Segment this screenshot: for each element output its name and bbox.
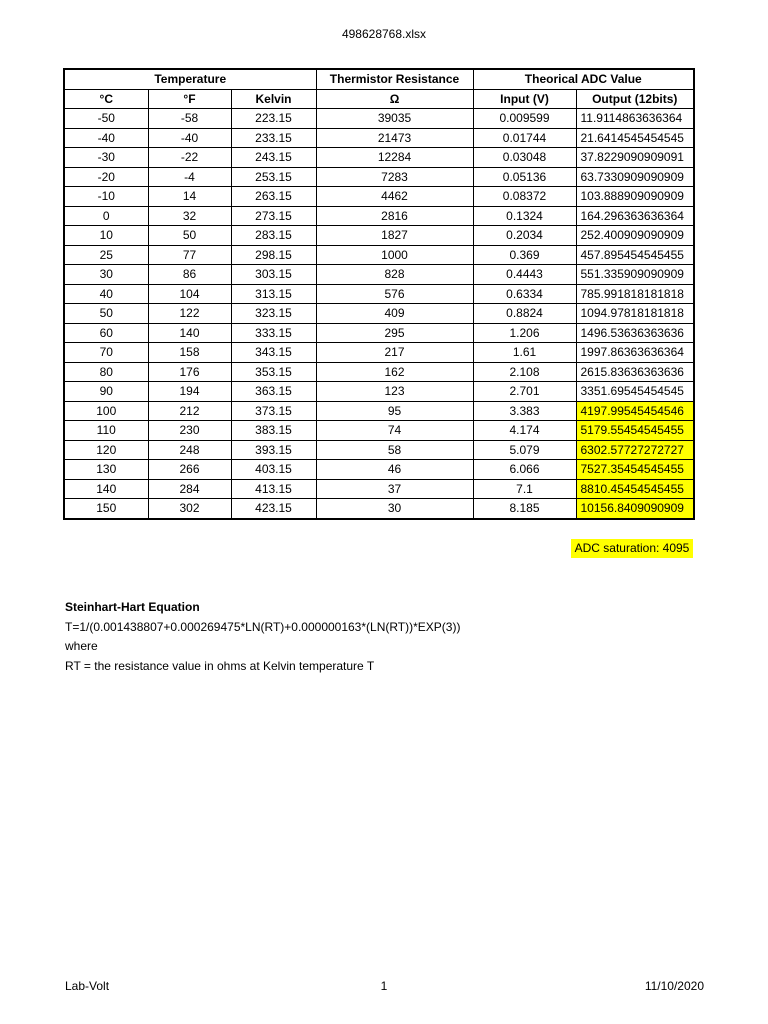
kelvin-cell: 273.15 — [231, 206, 316, 226]
kelvin-header: Kelvin — [231, 89, 316, 109]
table-row — [64, 440, 694, 460]
celsius-cell: 130 — [64, 460, 148, 480]
output-cell: 1496.53636363636 — [576, 323, 694, 343]
table-row — [64, 499, 694, 519]
input-voltage-cell: 2.701 — [473, 382, 576, 402]
table-row — [64, 479, 694, 499]
table-row — [64, 265, 694, 285]
fahrenheit-cell: 32 — [148, 206, 231, 226]
celsius-cell: -10 — [64, 187, 148, 207]
kelvin-cell: 333.15 — [231, 323, 316, 343]
input-voltage-cell: 5.079 — [473, 440, 576, 460]
fahrenheit-cell: 266 — [148, 460, 231, 480]
kelvin-cell: 253.15 — [231, 167, 316, 187]
output-cell: 11.9114863636364 — [576, 109, 694, 129]
table-row — [64, 206, 694, 226]
kelvin-cell: 393.15 — [231, 440, 316, 460]
resistance-cell: 7283 — [316, 167, 473, 187]
adc-header: Theorical ADC Value — [473, 69, 694, 89]
thermistor-table — [63, 68, 695, 520]
celsius-cell: 0 — [64, 206, 148, 226]
celsius-cell: 60 — [64, 323, 148, 343]
input-voltage-cell: 7.1 — [473, 479, 576, 499]
input-voltage-cell: 3.383 — [473, 401, 576, 421]
input-voltage-cell: 0.01744 — [473, 128, 576, 148]
fahrenheit-cell: -22 — [148, 148, 231, 168]
sub-header-row — [64, 89, 694, 109]
kelvin-cell: 263.15 — [231, 187, 316, 207]
output-12bit-header: Output (12bits) — [576, 89, 694, 109]
input-voltage-cell: 0.05136 — [473, 167, 576, 187]
kelvin-cell: 223.15 — [231, 109, 316, 129]
table-row — [64, 382, 694, 402]
output-cell: 1997.86363636364 — [576, 343, 694, 363]
fahrenheit-cell: 50 — [148, 226, 231, 246]
celsius-cell: 10 — [64, 226, 148, 246]
equation-title: Steinhart-Hart Equation — [65, 600, 200, 614]
fahrenheit-cell: 176 — [148, 362, 231, 382]
resistance-cell: 12284 — [316, 148, 473, 168]
output-cell: 21.6414545454545 — [576, 128, 694, 148]
celsius-cell: 140 — [64, 479, 148, 499]
table-row — [64, 304, 694, 324]
fahrenheit-cell: 140 — [148, 323, 231, 343]
resistance-cell: 1827 — [316, 226, 473, 246]
kelvin-cell: 413.15 — [231, 479, 316, 499]
celsius-cell: 80 — [64, 362, 148, 382]
input-voltage-cell: 4.174 — [473, 421, 576, 441]
input-voltage-cell: 6.066 — [473, 460, 576, 480]
group-header-row — [64, 69, 694, 89]
fahrenheit-cell: 230 — [148, 421, 231, 441]
kelvin-cell: 298.15 — [231, 245, 316, 265]
output-cell: 164.296363636364 — [576, 206, 694, 226]
table-row — [64, 226, 694, 246]
resistance-cell: 37 — [316, 479, 473, 499]
table-body — [64, 109, 694, 519]
input-voltage-cell: 8.185 — [473, 499, 576, 519]
fahrenheit-cell: 248 — [148, 440, 231, 460]
fahrenheit-cell: 212 — [148, 401, 231, 421]
output-cell: 7527.35454545455 — [576, 460, 694, 480]
table-row — [64, 284, 694, 304]
equation-where: where — [65, 639, 98, 653]
kelvin-cell: 353.15 — [231, 362, 316, 382]
input-voltage-cell: 1.206 — [473, 323, 576, 343]
kelvin-cell: 283.15 — [231, 226, 316, 246]
table-row — [64, 245, 694, 265]
output-cell: 10156.8409090909 — [576, 499, 694, 519]
equation-formula: T=1/(0.001438807+0.000269475*LN(RT)+0.000000163*(LN(RT))*EXP(3)) — [65, 619, 461, 634]
equation-definition: RT = the resistance value in ohms at Kelvin temperature T — [65, 658, 375, 673]
input-voltage-cell: 0.009599 — [473, 109, 576, 129]
kelvin-cell: 243.15 — [231, 148, 316, 168]
kelvin-cell: 373.15 — [231, 401, 316, 421]
resistance-cell: 162 — [316, 362, 473, 382]
fahrenheit-cell: -4 — [148, 167, 231, 187]
input-voltage-cell: 0.1324 — [473, 206, 576, 226]
resistance-cell: 4462 — [316, 187, 473, 207]
fahrenheit-cell: 194 — [148, 382, 231, 402]
resistance-cell: 30 — [316, 499, 473, 519]
input-voltage-cell: 0.2034 — [473, 226, 576, 246]
fahrenheit-cell: 77 — [148, 245, 231, 265]
input-voltage-cell: 0.6334 — [473, 284, 576, 304]
kelvin-cell: 383.15 — [231, 421, 316, 441]
ohm-header: Ω — [316, 89, 473, 109]
table-row — [64, 421, 694, 441]
celsius-cell: -50 — [64, 109, 148, 129]
resistance-cell: 95 — [316, 401, 473, 421]
output-cell: 4197.99545454546 — [576, 401, 694, 421]
celsius-cell: 25 — [64, 245, 148, 265]
table-row — [64, 167, 694, 187]
fahrenheit-cell: 302 — [148, 499, 231, 519]
table-row — [64, 148, 694, 168]
kelvin-cell: 313.15 — [231, 284, 316, 304]
table-row — [64, 128, 694, 148]
input-voltage-cell: 0.8824 — [473, 304, 576, 324]
fahrenheit-cell: 14 — [148, 187, 231, 207]
table-row — [64, 460, 694, 480]
fahrenheit-cell: 86 — [148, 265, 231, 285]
equation-notes — [65, 598, 460, 676]
input-voltage-cell: 0.08372 — [473, 187, 576, 207]
kelvin-cell: 233.15 — [231, 128, 316, 148]
fahrenheit-cell: 158 — [148, 343, 231, 363]
output-cell: 103.888909090909 — [576, 187, 694, 207]
output-cell: 8810.45454545455 — [576, 479, 694, 499]
table-row — [64, 343, 694, 363]
fahrenheit-cell: -40 — [148, 128, 231, 148]
kelvin-cell: 363.15 — [231, 382, 316, 402]
output-cell: 252.400909090909 — [576, 226, 694, 246]
output-cell: 3351.69545454545 — [576, 382, 694, 402]
fahrenheit-cell: 284 — [148, 479, 231, 499]
output-cell: 2615.83636363636 — [576, 362, 694, 382]
kelvin-cell: 303.15 — [231, 265, 316, 285]
table-row — [64, 362, 694, 382]
input-voltage-cell: 0.03048 — [473, 148, 576, 168]
celsius-cell: 150 — [64, 499, 148, 519]
footer-date: 11/10/2020 — [644, 979, 704, 993]
fahrenheit-cell: 122 — [148, 304, 231, 324]
fahrenheit-cell: 104 — [148, 284, 231, 304]
kelvin-cell: 423.15 — [231, 499, 316, 519]
kelvin-cell: 403.15 — [231, 460, 316, 480]
resistance-cell: 828 — [316, 265, 473, 285]
celsius-cell: 70 — [64, 343, 148, 363]
resistance-cell: 2816 — [316, 206, 473, 226]
table-row — [64, 109, 694, 129]
resistance-cell: 39035 — [316, 109, 473, 129]
resistance-cell: 576 — [316, 284, 473, 304]
output-cell: 6302.57727272727 — [576, 440, 694, 460]
resistance-cell: 1000 — [316, 245, 473, 265]
resistance-cell: 409 — [316, 304, 473, 324]
output-cell: 5179.55454545455 — [576, 421, 694, 441]
input-voltage-header: Input (V) — [473, 89, 576, 109]
resistance-cell: 21473 — [316, 128, 473, 148]
celsius-cell: 30 — [64, 265, 148, 285]
fahrenheit-cell: -58 — [148, 109, 231, 129]
celsius-cell: -30 — [64, 148, 148, 168]
resistance-cell: 123 — [316, 382, 473, 402]
adc-saturation-note: ADC saturation: 4095 — [571, 539, 693, 558]
footer-page-number: 1 — [380, 979, 388, 993]
celsius-cell: 100 — [64, 401, 148, 421]
output-cell: 37.8229090909091 — [576, 148, 694, 168]
output-cell: 551.335909090909 — [576, 265, 694, 285]
input-voltage-cell: 1.61 — [473, 343, 576, 363]
celsius-header: °C — [64, 89, 148, 109]
resistance-header: Thermistor Resistance — [316, 69, 473, 89]
resistance-cell: 74 — [316, 421, 473, 441]
input-voltage-cell: 0.369 — [473, 245, 576, 265]
document-title: 498628768.xlsx — [341, 27, 427, 41]
input-voltage-cell: 0.4443 — [473, 265, 576, 285]
output-cell: 785.991818181818 — [576, 284, 694, 304]
footer-left-text: Lab-Volt — [65, 979, 110, 993]
table-row — [64, 401, 694, 421]
temperature-header: Temperature — [64, 69, 316, 89]
celsius-cell: 120 — [64, 440, 148, 460]
fahrenheit-header: °F — [148, 89, 231, 109]
output-cell: 1094.97818181818 — [576, 304, 694, 324]
input-voltage-cell: 2.108 — [473, 362, 576, 382]
table-row — [64, 187, 694, 207]
kelvin-cell: 323.15 — [231, 304, 316, 324]
resistance-cell: 58 — [316, 440, 473, 460]
kelvin-cell: 343.15 — [231, 343, 316, 363]
celsius-cell: 110 — [64, 421, 148, 441]
resistance-cell: 217 — [316, 343, 473, 363]
output-cell: 63.7330909090909 — [576, 167, 694, 187]
resistance-cell: 46 — [316, 460, 473, 480]
output-cell: 457.895454545455 — [576, 245, 694, 265]
resistance-cell: 295 — [316, 323, 473, 343]
celsius-cell: 40 — [64, 284, 148, 304]
celsius-cell: -20 — [64, 167, 148, 187]
table-row — [64, 323, 694, 343]
celsius-cell: 50 — [64, 304, 148, 324]
celsius-cell: -40 — [64, 128, 148, 148]
celsius-cell: 90 — [64, 382, 148, 402]
